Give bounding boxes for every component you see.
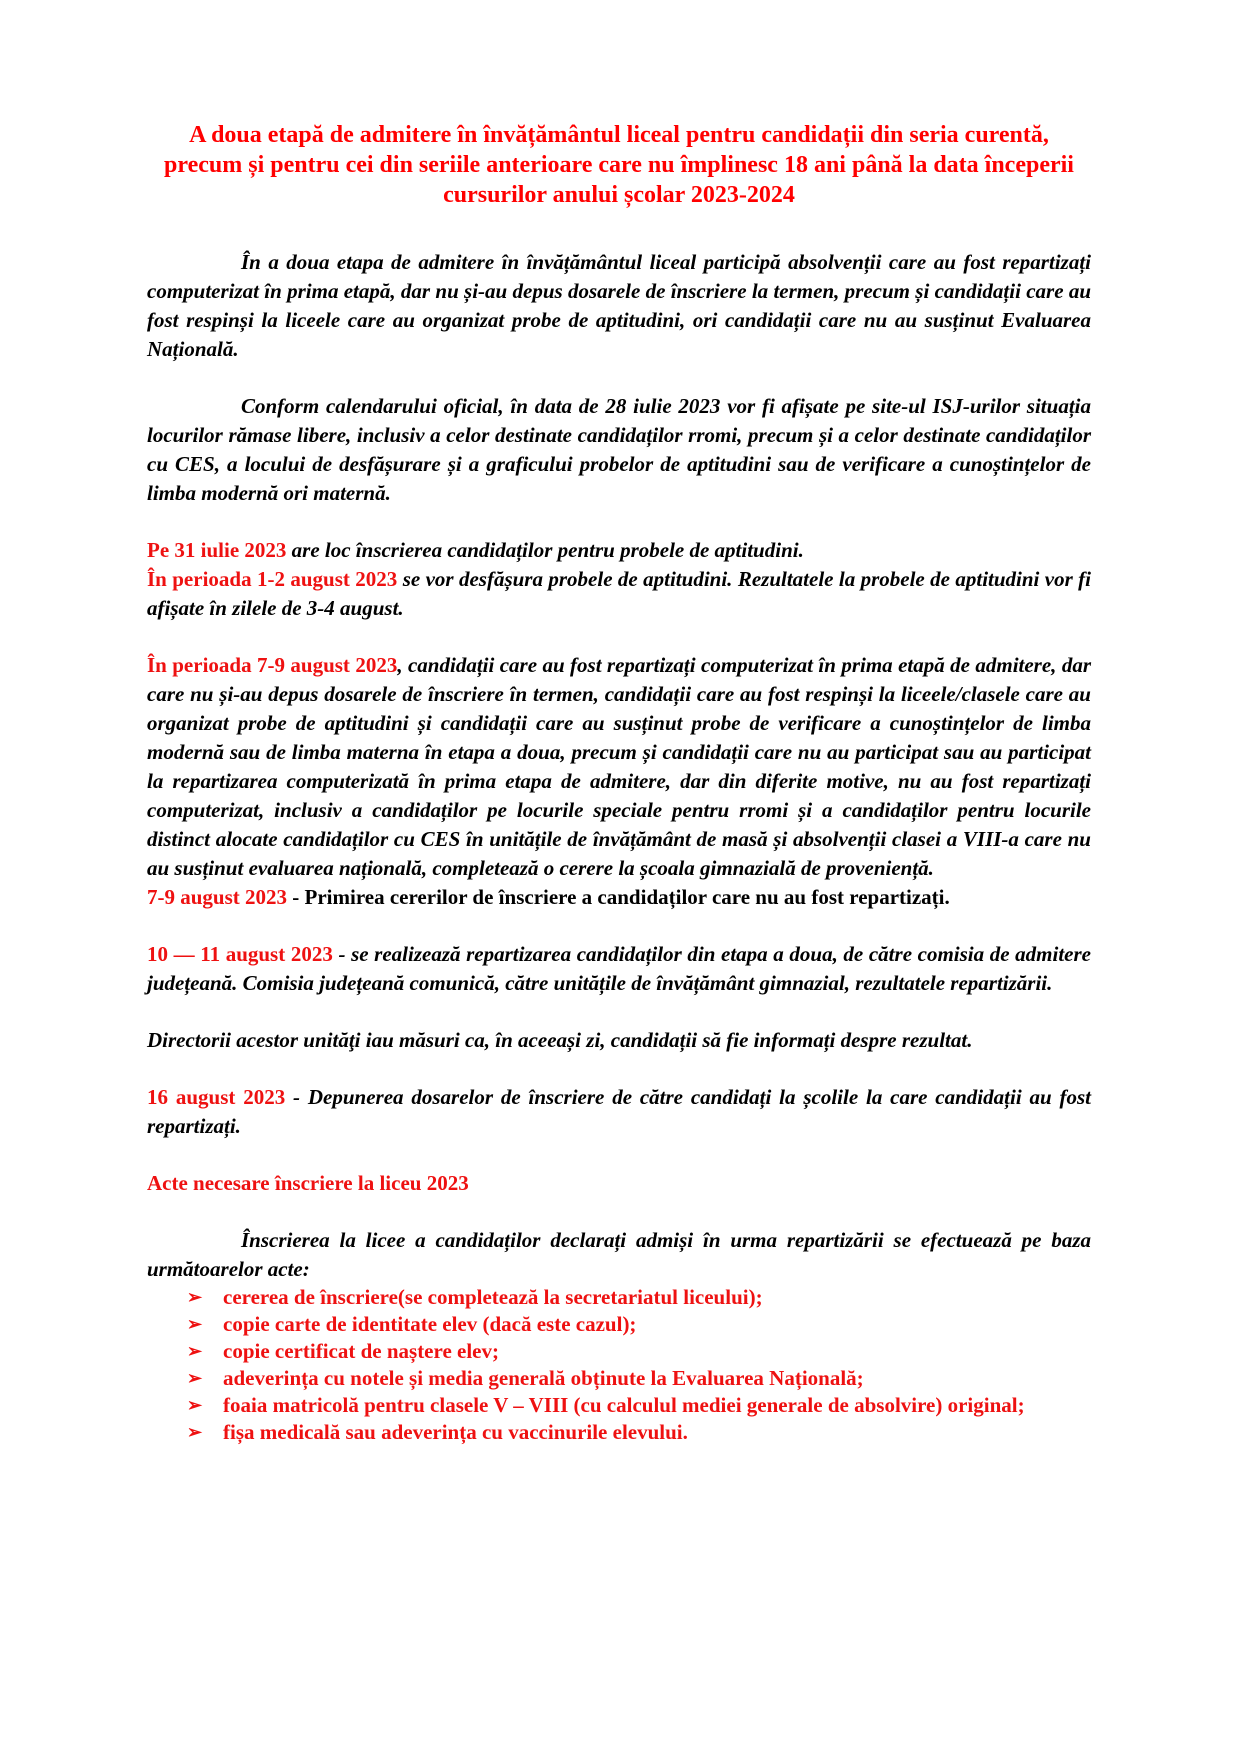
schedule-text: - Depunerea dosarelor de înscriere de către candidați la școlile la care candidații au fost repartizați. [147,1085,1091,1138]
list-item: ➢ fișa medicală sau adeverința cu vaccinurile elevului. [187,1420,688,1444]
date-highlight: În perioada 7-9 august 2023 [147,653,398,677]
list-item: ➢ cererea de înscriere(se completează la secretariatul liceului); [187,1285,763,1309]
document-title: A doua etapă de admitere în învățământul liceal pentru candidații din seria curentă, precum și pentru cei din seriile anterioare care nu împlinesc 18 ani până la data începerii cursurilor anului școlar 2023-2024 [164,122,1074,208]
schedule-text: are loc înscrierea candidaților pentru probele de aptitudini. [286,538,804,562]
acts-intro: Înscrierea la licee a candidaților declarați admiși în urma repartizării se efectuează pe baza următoarelor acte: [147,1228,1091,1281]
arrow-bullet-icon: ➢ [187,1314,203,1334]
date-highlight: 16 august 2023 [147,1085,286,1109]
date-highlight: În perioada 1-2 august 2023 [147,567,398,591]
schedule-1-2-august [147,565,1091,623]
date-highlight: 10 — 11 august 2023 [147,942,333,966]
schedule-7-9-august [147,651,1091,883]
schedule-16-august [147,1083,1091,1141]
date-highlight: 7-9 august 2023 [147,885,288,909]
arrow-bullet-icon: ➢ [187,1422,203,1442]
schedule-text: - Primirea cererilor de înscriere a candidaților care nu au fost repartizați. [287,885,950,909]
intro-paragraph: În a doua etapa de admitere în învățământul liceal participă absolvenții care au fost repartizați computerizat în prima etapă, dar nu și-au depus dosarele de înscriere la termen, precum și candidații care au fost respinși la liceele care au organizat probe de aptitudini, ori candidații care nu au susținut Evaluarea Națională. [147,250,1091,361]
schedule-text: - se realizează repartizarea candidaților din etapa a doua, de către comisia de admitere județeană. Comisia județeană comunică, către unitățile de învățământ gimnazial, rezultatele repartizării. [147,942,1091,995]
document-page [147,120,1091,1446]
acts-list [147,1284,1091,1446]
acts-heading: Acte necesare înscriere la liceu 2023 [147,1171,469,1195]
arrow-bullet-icon: ➢ [187,1287,203,1307]
schedule-31-iulie [147,536,1091,565]
directors-paragraph: Directorii acestor unităţi iau măsuri ca, în aceeași zi, candidații să fie informați despre rezultat. [147,1028,973,1052]
schedule-text: , candidații care au fost repartizați computerizat în prima etapă de admitere, dar care nu și-au depus dosarele de înscriere în termen, candidații care au fost respinși la liceele/clasele care au organizat probe de aptitudini și candidații care au susținut probe de verificare a cunoștințelor de limba modernă sau de limba materna în etapa a doua, precum și candidații care nu au participat sau au participat la repartizarea computerizată în prima etapa de admitere, dar din diferite motive, nu au fost repartizați computerizat, inclusiv a candidaților pe locurile speciale pentru rromi și a candidaților pentru locurile distinct alocate candidaților cu CES în unitățile de învățământ de masă și absolvenții clasei a VIII-a care nu au susținut evaluarea națională, completează o cerere la școala gimnazială de proveniență. [147,653,1091,880]
date-highlight: Pe 31 iulie 2023 [147,538,287,562]
schedule-10-11-august [147,940,1091,998]
list-item: ➢ foaia matricolă pentru clasele V – VIII (cu calculul mediei generale de absolvire) original; [187,1393,1025,1417]
list-item: ➢ adeverința cu notele și media generală obținute la Evaluarea Națională; [187,1366,864,1390]
arrow-bullet-icon: ➢ [187,1368,203,1388]
schedule-7-9-august-cereri [147,883,1091,912]
arrow-bullet-icon: ➢ [187,1341,203,1361]
list-item: ➢ copie certificat de naștere elev; [187,1339,499,1363]
list-item: ➢ copie carte de identitate elev (dacă este cazul); [187,1312,637,1336]
calendar-paragraph: Conform calendarului oficial, în data de 28 iulie 2023 vor fi afișate pe site-ul ISJ-urilor situația locurilor rămase libere, inclusiv a celor destinate candidaților rromi, precum și a celor destinate candidaților cu CES, a locului de desfășurare și a graficului probelor de aptitudini sau de verificare a cunoștințelor de limba modernă ori maternă. [147,394,1091,505]
schedule-text: se vor desfășura probele de aptitudini. Rezultatele la probele de aptitudini vor fi afișate în zilele de 3-4 august. [147,567,1092,620]
arrow-bullet-icon: ➢ [187,1395,203,1415]
